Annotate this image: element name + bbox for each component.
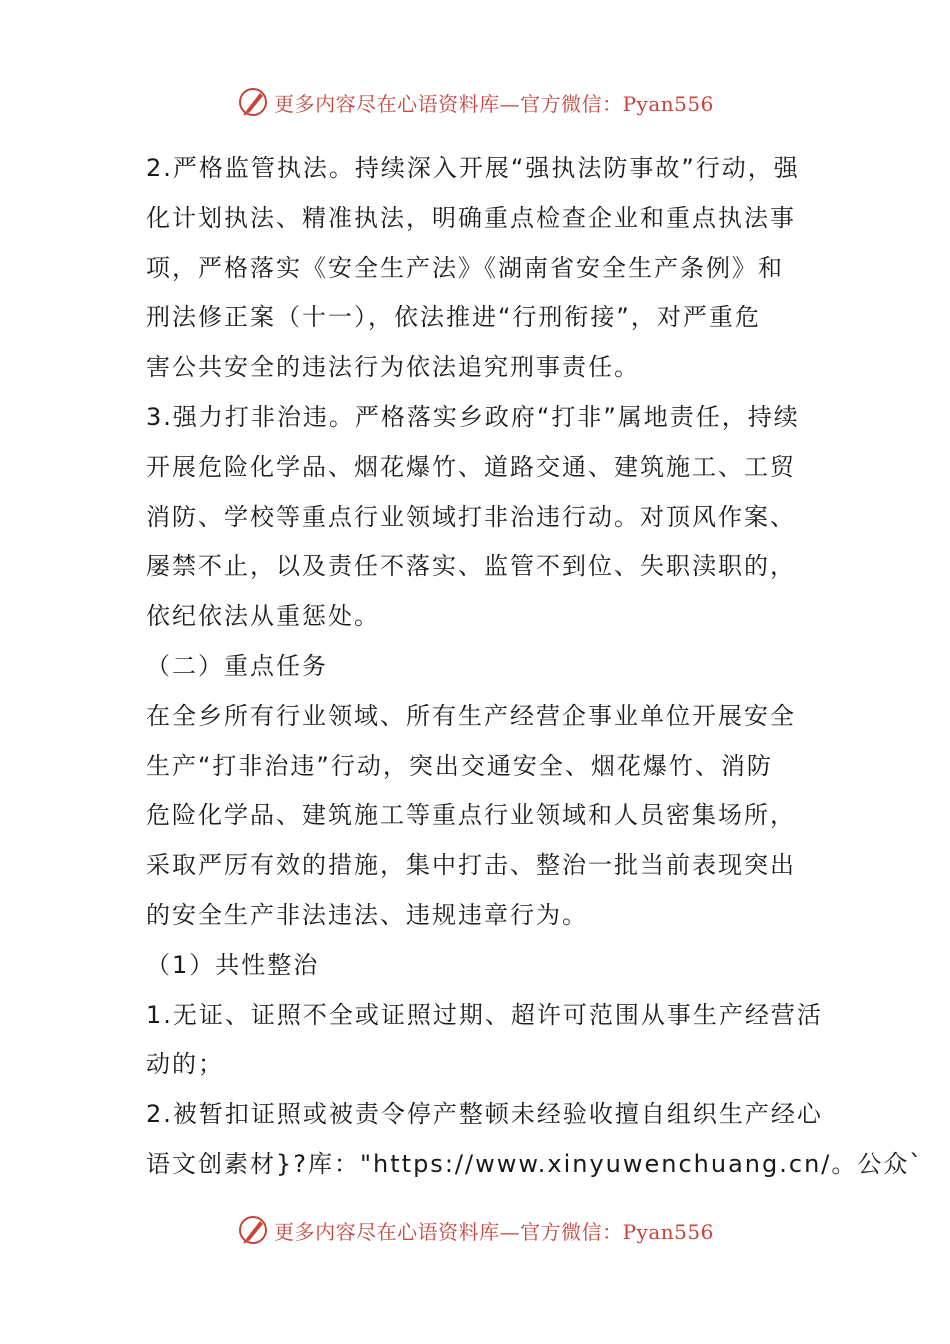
text-line: 刑法修正案（十一），依法推进“行刑衔接”，对严重危 <box>146 303 761 332</box>
text-line: 依纪依法从重惩处。 <box>146 602 380 631</box>
text-line: 害公共安全的违法行为依法追究刑事责任。 <box>146 353 640 382</box>
subsection-heading: （1）共性整治 <box>146 950 320 979</box>
pen-logo-icon <box>236 85 270 119</box>
watermark-text: 更多内容尽在心语资料库—官方微信：Pyan556 <box>274 1219 714 1244</box>
text-line: 化计划执法、精准执法，明确重点检查企业和重点执法事 <box>146 203 796 232</box>
text-line: 动的； <box>146 1050 224 1079</box>
text-line: 危险化学品、建筑施工等重点行业领域和人员密集场所， <box>146 801 796 830</box>
text-line: 生产“打非治违”行动，突出交通安全、烟花爆竹、消防 <box>146 751 773 780</box>
text-line: 采取严厉有效的措施，集中打击、整治一批当前表现突出 <box>146 851 796 880</box>
text-line: 语文创素材}?库："https://www.xinyuwenchuang.cn/。公众` <box>146 1149 924 1178</box>
pen-logo-icon <box>236 1213 270 1247</box>
text-line: 1.无证、证照不全或证照过期、超许可范围从事生产经营活 <box>146 1000 823 1029</box>
text-line: 项，严格落实《安全生产法》《湖南省安全生产条例》和 <box>146 253 784 282</box>
text-line: 2.严格监管执法。持续深入开展“强执法防事故”行动，强 <box>146 154 800 182</box>
section-heading: （二）重点任务 <box>146 651 328 680</box>
document-body <box>146 144 924 1190</box>
header-watermark <box>0 82 950 122</box>
watermark-text: 更多内容尽在心语资料库—官方微信：Pyan556 <box>274 91 714 116</box>
text-line: 在全乡所有行业领域、所有生产经营企事业单位开展安全 <box>146 701 796 730</box>
text-line: 屡禁不止，以及责任不落实、监管不到位、失职渎职的， <box>146 552 796 581</box>
text-line: 开展危险化学品、烟花爆竹、道路交通、建筑施工、工贸 <box>146 452 796 481</box>
text-line: 的安全生产非法违法、违规违章行为。 <box>146 900 588 929</box>
text-line: 2.被暂扣证照或被责令停产整顿未经验收擅自组织生产经心 <box>146 1100 823 1129</box>
footer-watermark <box>0 1210 950 1250</box>
text-line: 消防、学校等重点行业领域打非治违行动。对顶风作案、 <box>146 502 796 531</box>
text-line: 3.强力打非治违。严格落实乡政府“打非”属地责任，持续 <box>146 402 800 431</box>
